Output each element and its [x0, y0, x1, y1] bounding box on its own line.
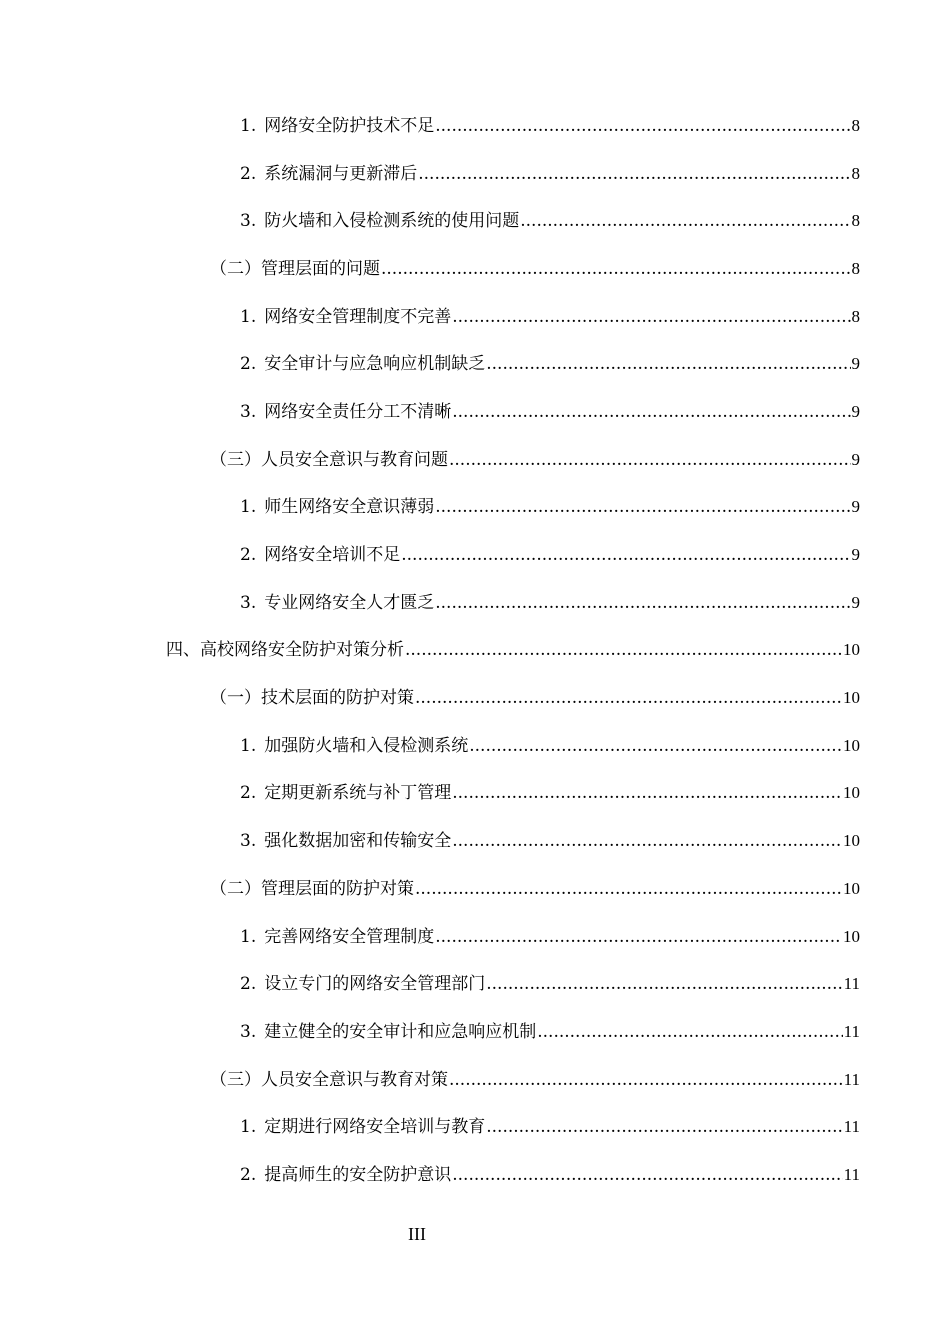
toc-dot-leader [418, 164, 850, 184]
toc-entry-page: 10 [843, 878, 860, 898]
toc-entry-number: 3. [240, 401, 257, 422]
toc-entry-title: 强化数据加密和传输安全 [264, 831, 452, 852]
toc-entry-line [210, 450, 860, 470]
toc-entry[interactable] [0, 245, 950, 293]
toc-entry-line [240, 164, 860, 184]
toc-dot-leader [449, 1070, 843, 1090]
toc-entry[interactable] [0, 340, 950, 388]
toc-entry-page: 8 [851, 306, 860, 326]
toc-entry-line [240, 593, 860, 613]
toc-entry-line [240, 974, 860, 994]
toc-dot-leader [486, 1117, 842, 1137]
toc-dot-leader [520, 211, 850, 231]
toc-dot-leader [452, 402, 850, 422]
toc-dot-leader [449, 450, 851, 470]
toc-entry-title: 四、高校网络安全防护对策分析 [166, 640, 404, 661]
toc-entry-page: 9 [851, 449, 860, 469]
toc-entry-title: （三）人员安全意识与教育问题 [210, 449, 448, 470]
toc-dot-leader [435, 593, 850, 613]
toc-entry-page: 9 [851, 545, 860, 565]
toc-entry-line [240, 497, 860, 517]
toc-dot-leader [405, 640, 842, 660]
toc-entry-line [240, 927, 860, 947]
toc-entry-line [240, 307, 860, 327]
toc-entry[interactable] [0, 1056, 950, 1104]
toc-entry-page: 10 [843, 735, 860, 755]
toc-entry-line [240, 1165, 860, 1185]
toc-entry[interactable] [0, 1103, 950, 1151]
toc-entry-title: 完善网络安全管理制度 [264, 926, 435, 947]
toc-entry[interactable] [0, 960, 950, 1008]
toc-entry-number: 2. [240, 974, 257, 995]
toc-dot-leader [381, 259, 851, 279]
toc-entry-title: 防火墙和入侵检测系统的使用问题 [264, 211, 520, 232]
toc-entry-title: 加强防火墙和入侵检测系统 [264, 735, 469, 756]
toc-dot-leader [452, 831, 842, 851]
toc-entry-number: 3. [240, 1021, 257, 1042]
toc-entry-page: 8 [851, 258, 860, 278]
toc-entry-title: 师生网络安全意识薄弱 [264, 497, 435, 518]
toc-dot-leader [435, 497, 850, 517]
toc-entry-line [240, 402, 860, 422]
toc-entry-line [210, 259, 860, 279]
toc-entry-title: 安全审计与应急响应机制缺乏 [264, 354, 486, 375]
table-of-contents [0, 102, 950, 1199]
toc-entry[interactable] [0, 722, 950, 770]
toc-entry-page: 10 [843, 926, 860, 946]
toc-entry-number: 3. [240, 592, 257, 613]
toc-entry-line [240, 211, 860, 231]
toc-entry-page: 10 [843, 831, 860, 851]
toc-entry-page: 8 [851, 211, 860, 231]
toc-entry-number: 2. [240, 163, 257, 184]
toc-entry-number: 1. [240, 926, 257, 947]
toc-entry-number: 1. [240, 115, 257, 136]
toc-dot-leader [452, 307, 850, 327]
toc-entry-title: 设立专门的网络安全管理部门 [264, 974, 486, 995]
toc-entry-number: 3. [240, 211, 257, 232]
toc-entry-title: 网络安全管理制度不完善 [264, 306, 452, 327]
page-number: III [408, 1224, 426, 1244]
toc-dot-leader [452, 783, 842, 803]
toc-entry-title: 网络安全培训不足 [264, 545, 401, 566]
toc-entry[interactable] [0, 436, 950, 484]
toc-entry-number: 1. [240, 735, 257, 756]
toc-entry-line [240, 354, 860, 374]
toc-entry-line [240, 831, 860, 851]
toc-entry[interactable] [0, 293, 950, 341]
toc-entry-number: 1. [240, 497, 257, 518]
toc-entry-page: 9 [851, 401, 860, 421]
toc-dot-leader [537, 1022, 842, 1042]
toc-entry-page: 11 [843, 974, 860, 994]
toc-entry-line [240, 1117, 860, 1137]
toc-dot-leader [486, 974, 842, 994]
toc-entry-title: 网络安全责任分工不清晰 [264, 401, 452, 422]
toc-entry-page: 9 [851, 592, 860, 612]
toc-entry[interactable] [0, 579, 950, 627]
toc-dot-leader [469, 736, 842, 756]
toc-entry-title: （二）管理层面的问题 [210, 258, 380, 279]
toc-entry-title: 网络安全防护技术不足 [264, 115, 435, 136]
toc-entry-title: 专业网络安全人才匮乏 [264, 592, 435, 613]
toc-entry-page: 10 [843, 640, 860, 660]
toc-entry-number: 2. [240, 783, 257, 804]
toc-entry-page: 11 [843, 1069, 860, 1089]
toc-entry-title: 建立健全的安全审计和应急响应机制 [264, 1021, 537, 1042]
toc-entry[interactable] [0, 1151, 950, 1199]
toc-entry-title: 定期更新系统与补丁管理 [264, 783, 452, 804]
toc-entry[interactable] [0, 102, 950, 150]
toc-entry-number: 2. [240, 354, 257, 375]
toc-dot-leader [401, 545, 850, 565]
toc-entry[interactable] [0, 531, 950, 579]
toc-entry[interactable] [0, 817, 950, 865]
toc-entry-page: 8 [851, 115, 860, 135]
toc-entry-line [240, 736, 860, 756]
toc-entry[interactable] [0, 674, 950, 722]
toc-entry[interactable] [0, 770, 950, 818]
toc-entry-page: 11 [843, 1164, 860, 1184]
toc-entry-line [210, 879, 860, 899]
toc-entry-line [240, 545, 860, 565]
toc-entry[interactable] [0, 388, 950, 436]
toc-entry[interactable] [0, 913, 950, 961]
toc-entry-line [166, 640, 860, 660]
toc-entry-page: 10 [843, 688, 860, 708]
toc-entry-title: （一）技术层面的防护对策 [210, 688, 414, 709]
toc-entry[interactable] [0, 1008, 950, 1056]
toc-entry-page: 9 [851, 497, 860, 517]
toc-entry-number: 2. [240, 545, 257, 566]
toc-entry-line [240, 1022, 860, 1042]
toc-entry-number: 2. [240, 1164, 257, 1185]
toc-entry-number: 3. [240, 831, 257, 852]
toc-entry-number: 1. [240, 306, 257, 327]
toc-entry[interactable] [0, 865, 950, 913]
toc-dot-leader [415, 879, 842, 899]
page-footer [0, 1224, 950, 1245]
toc-entry-page: 10 [843, 783, 860, 803]
toc-entry-title: 系统漏洞与更新滞后 [264, 163, 418, 184]
toc-dot-leader [435, 116, 850, 136]
toc-entry-line [210, 1070, 860, 1090]
toc-entry[interactable] [0, 627, 950, 675]
toc-entry-page: 11 [843, 1117, 860, 1137]
toc-dot-leader [435, 927, 842, 947]
toc-dot-leader [415, 688, 842, 708]
toc-entry-title: 提高师生的安全防护意识 [264, 1164, 452, 1185]
toc-entry-title: （二）管理层面的防护对策 [210, 878, 414, 899]
toc-entry-line [240, 783, 860, 803]
toc-entry[interactable] [0, 197, 950, 245]
toc-dot-leader [486, 354, 850, 374]
toc-entry-title: （三）人员安全意识与教育对策 [210, 1069, 448, 1090]
toc-entry-page: 9 [851, 354, 860, 374]
toc-entry[interactable] [0, 150, 950, 198]
toc-entry-page: 11 [843, 1021, 860, 1041]
toc-entry-line [210, 688, 860, 708]
toc-entry-number: 1. [240, 1117, 257, 1138]
toc-dot-leader [452, 1165, 842, 1185]
toc-entry-line [240, 116, 860, 136]
toc-entry[interactable] [0, 484, 950, 532]
toc-entry-title: 定期进行网络安全培训与教育 [264, 1117, 486, 1138]
toc-entry-page: 8 [851, 163, 860, 183]
